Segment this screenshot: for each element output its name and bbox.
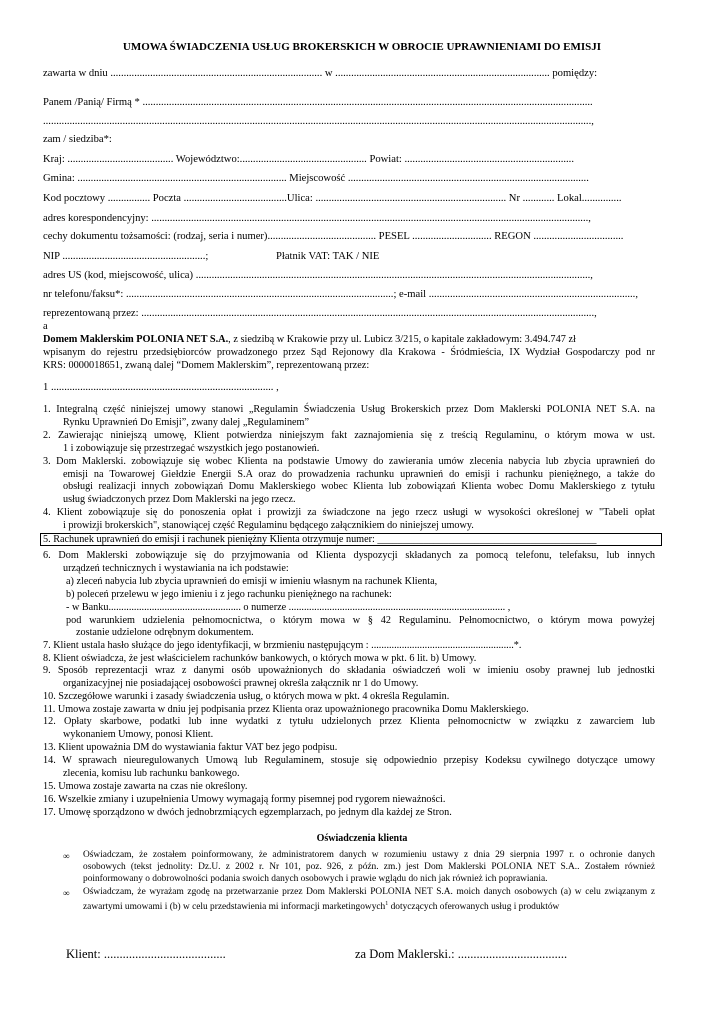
footnote-marker: 1 <box>385 901 389 907</box>
statement-1-line-1: Oświadczam, że zostałem poinformowany, że administratorem danych w rozumieniu ustawy z dnia 29 sierpnia 1997 r. o ochronie danych <box>83 850 655 860</box>
term-9-cont: organizacyjnej nie posiadającej osobowości prawnej określa załącznik nr 1 do Umowy. <box>63 678 419 689</box>
term-15: 15. Umowa zostaje zawarta na czas nie określony. <box>43 781 248 792</box>
address-line-3[interactable]: Kod pocztowy ................ Poczta .......................................Ulica: ........................................................................ Nr ............ Lokal............... <box>43 193 622 204</box>
term-16: 16. Wszelkie zmiany i uzupełnienia Umowy wymagają formy pisemnej pod rygorem nieważności. <box>43 794 446 805</box>
company-paragraph-line-2: wpisanym do rejestru przedsiębiorców prowadzonego przez Sąd Rejonowy dla Krakowa - Śródmieścia, IX Wydział Gospodarczy pod nr <box>43 347 655 358</box>
address-line-1[interactable]: Kraj: ........................................ Województwo:................................................ Powiat: ................................................................ <box>43 154 574 165</box>
statement-1-bullet: ∞ <box>63 851 70 861</box>
term-1-cont: Rynku Uprawnień Do Emisji”, zwany dalej „Regulaminem” <box>63 417 310 428</box>
term-3: 3. Dom Maklerski. zobowiązuje się wobec Klienta na podstawie Umowy do zawierania umów zlecenia nabycia lub zbycia uprawnień do <box>43 456 655 467</box>
term-4: 4. Klient zobowiązuje się do ponoszenia opłat i prowizji za świadczone na jego rzecz usługi w wysokości określonej w "Tabeli opłat <box>43 507 655 518</box>
broker-signature-field[interactable]: za Dom Maklerski.: ................................... <box>355 947 568 961</box>
term-3-cont-1: emisji na Towarowej Giełdzie Energii S.A oraz do prowadzenia rachunku uprawnień do emisji i rachunku pieniężnego, a także do <box>63 469 655 480</box>
term-14-cont: zlecenia, komisu lub rachunku bankowego. <box>63 768 240 779</box>
nip-field[interactable]: NIP ......................................................; <box>43 251 209 262</box>
seat-label: zam / siedziba*: <box>43 134 112 145</box>
statement-1-line-3: poinformowany o dobrowolności podania swoich danych osobowych i prawie wglądu do nich jak również ich poprawiania. <box>83 874 548 884</box>
term-6-a: a) zleceń nabycia lub zbycia uprawnień do emisji w imieniu własnym na rachunek Klienta, <box>66 576 438 587</box>
term-6-condition: pod warunkiem udzielenia pełnomocnictwa, o którym mowa w § 42 Regulaminu. Pełnomocnictwo, o którym mowa powyżej <box>66 615 655 626</box>
conjunction-a: a <box>43 321 48 332</box>
statement-2-text-end: dotyczących oferowanych usług i produktów <box>388 902 560 913</box>
term-6-condition-cont: zostanie udzielone odrębnym dokumentem. <box>76 627 254 638</box>
statements-title: Oświadczenia klienta <box>316 833 408 844</box>
party-name-field[interactable]: Panem /Panią/ Firmą * .......................................................................................................................................................................... <box>43 97 593 108</box>
client-signature-field[interactable]: Klient: ....................................... <box>66 947 226 961</box>
party-name-field-cont[interactable]: ..............................................................................................................................................................................................................., <box>43 116 594 127</box>
term-10: 10. Szczegółowe warunki i zasady świadczenia usług, o których mowa w pkt. 4 określa Regulamin. <box>43 691 450 702</box>
term-7-password-field[interactable]: 7. Klient ustala hasło służące do jego identyfikacji, w brzmieniu następującym : ........................................................*. <box>43 640 522 651</box>
term-6: 6. Dom Maklerski zobowiązuje się do przyjmowania od Klienta dyspozycji składanych za pomocą telefonu, telefaksu, lub innych <box>43 550 655 561</box>
company-paragraph-line-3: KRS: 0000018651, zwaną dalej “Domem Maklerskim”, reprezentowaną przez: <box>43 360 370 371</box>
statement-1-line-2: osobowych (tekst jednolity: Dz.U. z 2002 r. Nr 101, poz. 926, z późn. zm.) jest Dom Maklerski POLONIA NET S.A.. Zostałem również <box>83 862 655 872</box>
term-5-account-number[interactable]: 5. Rachunek uprawnień do emisji i rachunek pieniężny Klienta otrzymuje numer: ___________________________________________ <box>43 534 597 545</box>
date-place-field[interactable]: zawarta w dniu ................................................................................ w ................................................................................. pomiędzy: <box>43 68 598 79</box>
term-3-cont-3: usług świadczonych przez Dom Maklerski na jego rzecz. <box>63 494 296 505</box>
term-1: 1. Integralną część niniejszej umowy stanowi „Regulamin Świadczenia Usług Brokerskich przez Dom Maklerski POLONIA NET S.A. na <box>43 404 655 415</box>
term-6-cont: urządzeń technicznych i wystawiania na ich podstawie: <box>63 563 289 574</box>
term-11: 11. Umowa zostaje zawarta w dniu jej podpisania przez Klienta oraz upoważnionego pracownika Domu Maklerskiego. <box>43 704 529 715</box>
term-17: 17. Umowę sporządzono w dwóch jednobrzmiących egzemplarzach, po jednym dla każdej ze Stron. <box>43 807 452 818</box>
phone-email-field[interactable]: nr telefonu/faksu*: .....................................................................................................; e-mail .............................................................................., <box>43 289 638 300</box>
term-2-cont: 1 i zobowiązuje się przestrzegać wszystkich jego postanowień. <box>63 443 320 454</box>
id-document-field[interactable]: cechy dokumentu tożsamości: (rodzaj, seria i numer)......................................... PESEL .............................. REGON .................................. <box>43 231 624 242</box>
statement-2-text: zawartymi umowami i (b) w celu przedstawienia mi informacji marketingowych <box>83 902 386 913</box>
statement-2-line-2 <box>83 899 559 913</box>
term-6-b: b) poleceń przelewu w jego imieniu i z jego rachunku pieniężnego na rachunek: <box>66 589 392 600</box>
term-12-cont: wykonaniem Umowy, ponosi Klient. <box>63 729 214 740</box>
statement-2-bullet: ∞ <box>63 888 70 898</box>
term-3-cont-2: obsługi realizacji innych zobowiązań Domu Maklerskiego wobec Klienta lub zobowiązań Klienta wobec Domu Maklerskiego z tytułu <box>63 481 655 492</box>
correspondence-address-field[interactable]: adres korespondencyjny: ....................................................................................................................................................................., <box>43 213 591 224</box>
term-6-bank-field[interactable]: - w Banku.................................................... o numerze ..................................................................................... , <box>66 602 511 613</box>
company-name: Domem Maklerskim POLONIA NET S.A. <box>43 334 229 345</box>
term-14: 14. W sprawach nieuregulowanych Umową lub Regulaminem, stosuje się odpowiednio przepisy Kodeksu cywilnego dotyczące umowy <box>43 755 655 766</box>
statement-2-line-1: Oświadczam, że wyrażam zgodę na przetwarzanie przez Dom Maklerski POLONIA NET S.A. moich danych osobowych (a) w celu związanym z <box>83 887 655 897</box>
term-9: 9. Sposób reprezentacji wraz z danymi osób upoważnionych do składania oświadczeń woli w imieniu osoby prawnej lub jednostki <box>43 665 655 676</box>
represented-by-field[interactable]: reprezentowaną przez: ..........................................................................................................................................................................., <box>43 308 597 319</box>
term-13: 13. Klient upoważnia DM do wystawiania faktur VAT bez jego podpisu. <box>43 742 338 753</box>
company-details: , z siedzibą w Krakowie przy ul. Lubicz 3/215, o kapitale zakładowym: 3.494.747 zł <box>228 334 576 345</box>
tax-office-field[interactable]: adres US (kod, miejscowość, ulica) ....................................................................................................................................................., <box>43 270 593 281</box>
term-2: 2. Zawierając niniejszą umowę, Klient potwierdza niniejszym fakt zaznajomienia się z treścią Regulaminu, o którym mowa w ust. <box>43 430 655 441</box>
page-title: UMOWA ŚWIADCZENIA USŁUG BROKERSKICH W OBROCIE UPRAWNIENIAMI DO EMISJI <box>122 41 602 53</box>
term-4-cont: i prowizji brokerskich", stanowiącej część Regulaminu będącego załącznikiem do niniejszej umowy. <box>63 520 474 531</box>
address-line-2[interactable]: Gmina: ............................................................................... Miejscowość ........................................................................................... <box>43 173 589 184</box>
term-8: 8. Klient oświadcza, że jest właścicielem rachunków bankowych, o których mowa w pkt. 6 lit. b) Umowy. <box>43 653 477 664</box>
company-paragraph-line-1 <box>43 334 576 346</box>
vat-payer-field[interactable]: Płatnik VAT: TAK / NIE <box>276 251 380 262</box>
term-12: 12. Opłaty skarbowe, podatki lub inne wydatki z tytułu udzielonych przez Klienta pełnomocnictw w związku z zawarciem lub <box>43 716 655 727</box>
company-representative-field[interactable]: 1 .................................................................................... , <box>43 382 279 393</box>
